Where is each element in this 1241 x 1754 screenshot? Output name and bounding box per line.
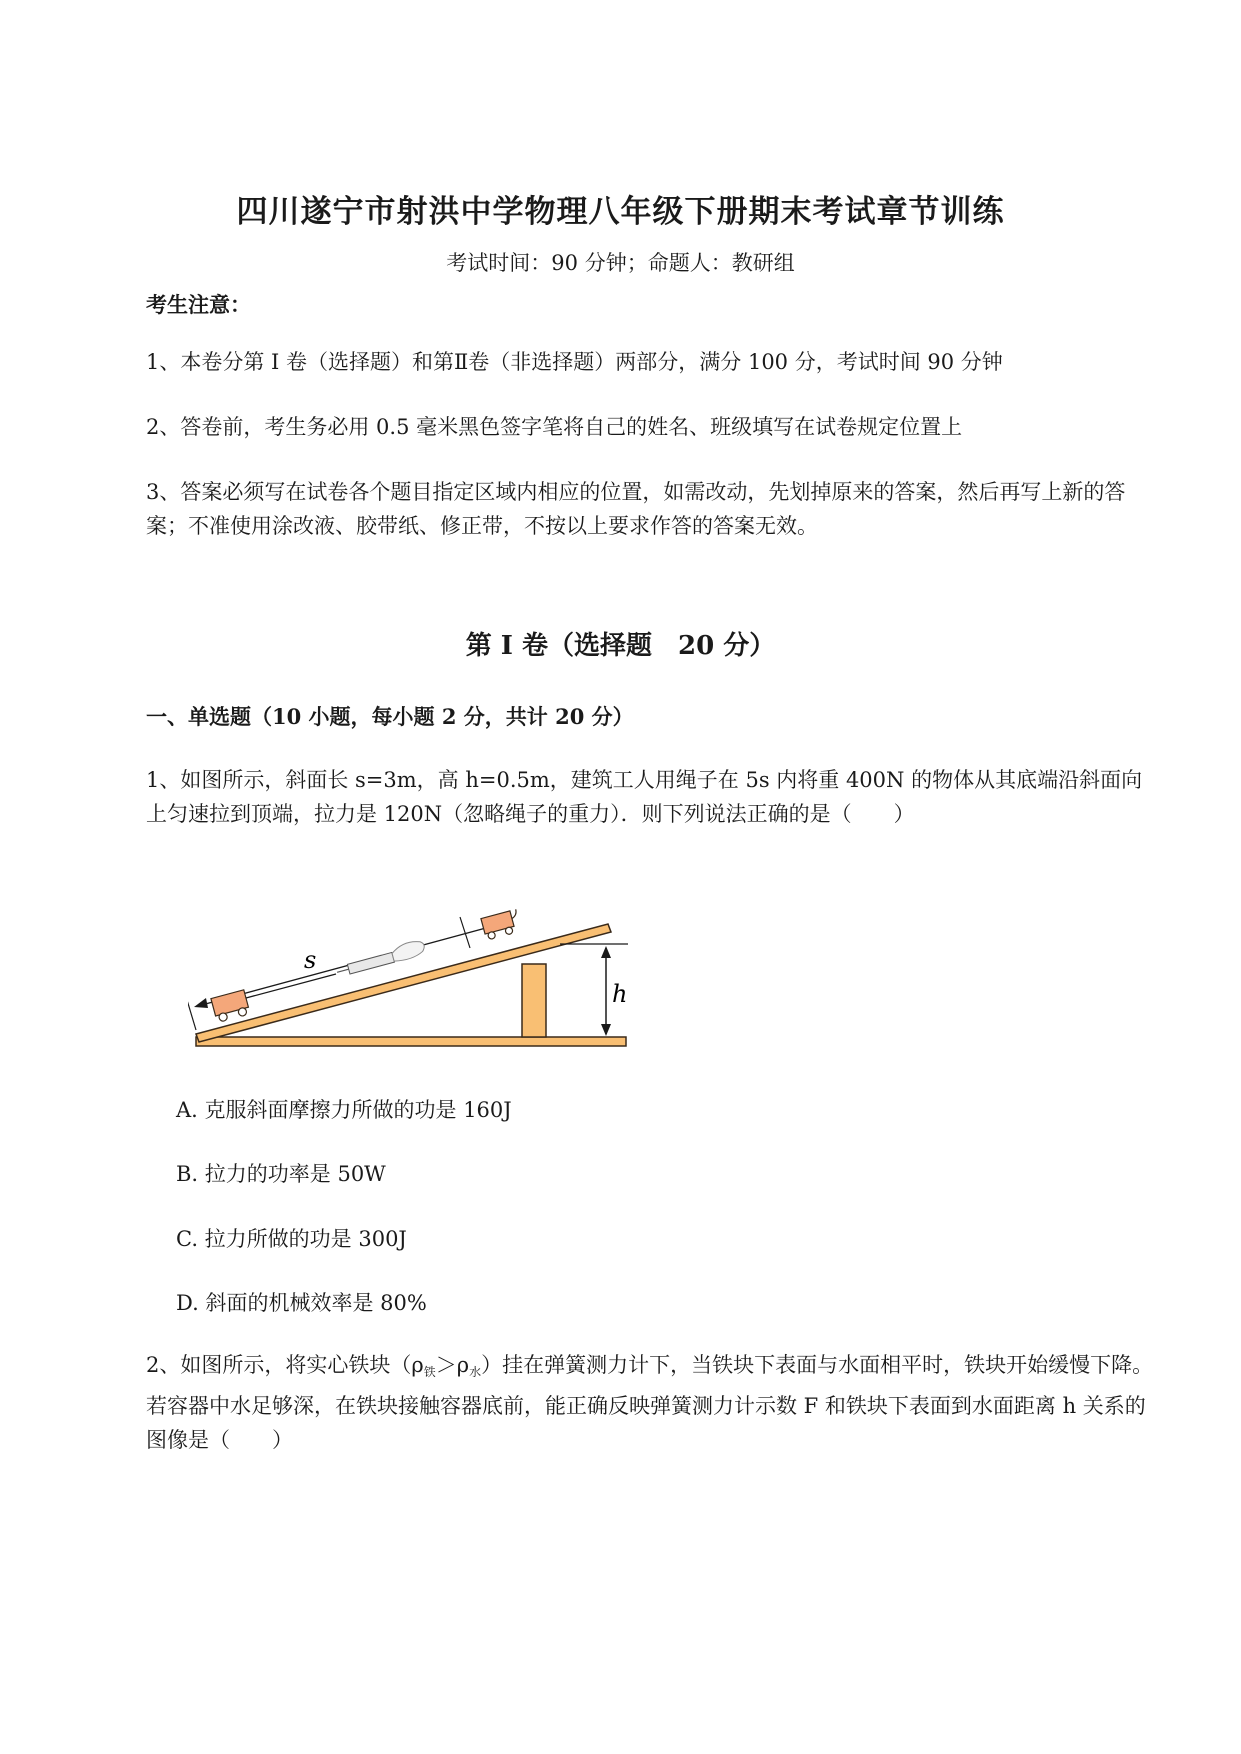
notice-heading: 考生注意： — [146, 292, 251, 317]
length-tick-left — [188, 990, 196, 1030]
option-b[interactable]: B. 拉力的功率是 50W — [176, 1162, 386, 1186]
q2-gt: ＞ρ — [435, 1353, 470, 1377]
incline-figure — [188, 884, 628, 1054]
part-heading: 一、单选题（10 小题，每小题 2 分，共计 20 分） — [146, 704, 634, 729]
page-title: 四川遂宁市射洪中学物理八年级下册期末考试章节训练 — [236, 194, 1005, 230]
notice-item-2: 2、答卷前，考生务必用 0.5 毫米黑色签字笔将自己的姓名、班级填写在试卷规定位置上 — [146, 415, 963, 439]
option-c[interactable]: C. 拉力所做的功是 300J — [176, 1227, 407, 1251]
q2-sub-water: 水 — [469, 1365, 482, 1379]
upper-cart — [481, 909, 522, 940]
height-label: h — [612, 980, 628, 1008]
question-1-stem: 1、如图所示，斜面长 s=3m，高 h=0.5m，建筑工人用绳子在 5s 内将重 400N 的物体从其底端沿斜面向上匀速拉到顶端，拉力是 120N（忽略绳子的重力）．则下列说法正确的是（ ） — [146, 768, 1143, 826]
q2-stem-part-1: 2、如图所示，将实心铁块（ρ — [146, 1353, 424, 1377]
length-arrow-head-left — [194, 998, 208, 1008]
hand — [390, 939, 426, 963]
support-post — [522, 964, 546, 1037]
section-title: 第 I 卷（选择题 20 分） — [465, 631, 776, 661]
question-2-stem — [146, 1348, 1156, 1457]
option-a[interactable]: A. 克服斜面摩擦力所做的功是 160J — [176, 1098, 512, 1122]
incline-plank — [196, 924, 611, 1042]
base-board — [196, 1037, 626, 1046]
notice-item-3: 3、答案必须写在试卷各个题目指定区域内相应的位置，如需改动，先划掉原来的答案，然后再写上新的答案；不准使用涂改液、胶带纸、修正带，不按以上要求作答的答案无效。 — [146, 480, 1126, 538]
length-label: s — [304, 946, 317, 974]
q2-stem-part-2: ）挂在弹簧测力计下，当铁块下表面与水面相平时，铁块开始缓慢下降。若容器中水足够深，在铁块接触容器底前，能正确反映弹簧测力计示数 F 和铁块下表面到水面距离 h 关系的图像是（ ） — [146, 1353, 1154, 1452]
rope — [246, 974, 336, 998]
height-arrow-head-up — [601, 946, 611, 958]
notice-item-1: 1、本卷分第 I 卷（选择题）和第Ⅱ卷（非选择题）两部分，满分 100 分，考试时间 90 分钟 — [146, 350, 1003, 374]
lower-cart — [211, 990, 250, 1023]
exam-info: 考试时间：90 分钟；命题人：教研组 — [446, 251, 795, 275]
option-d[interactable]: D. 斜面的机械效率是 80% — [176, 1291, 427, 1315]
spring-scale — [334, 939, 426, 978]
height-arrow-head-down — [601, 1024, 611, 1036]
q2-sub-iron: 铁 — [423, 1365, 436, 1379]
